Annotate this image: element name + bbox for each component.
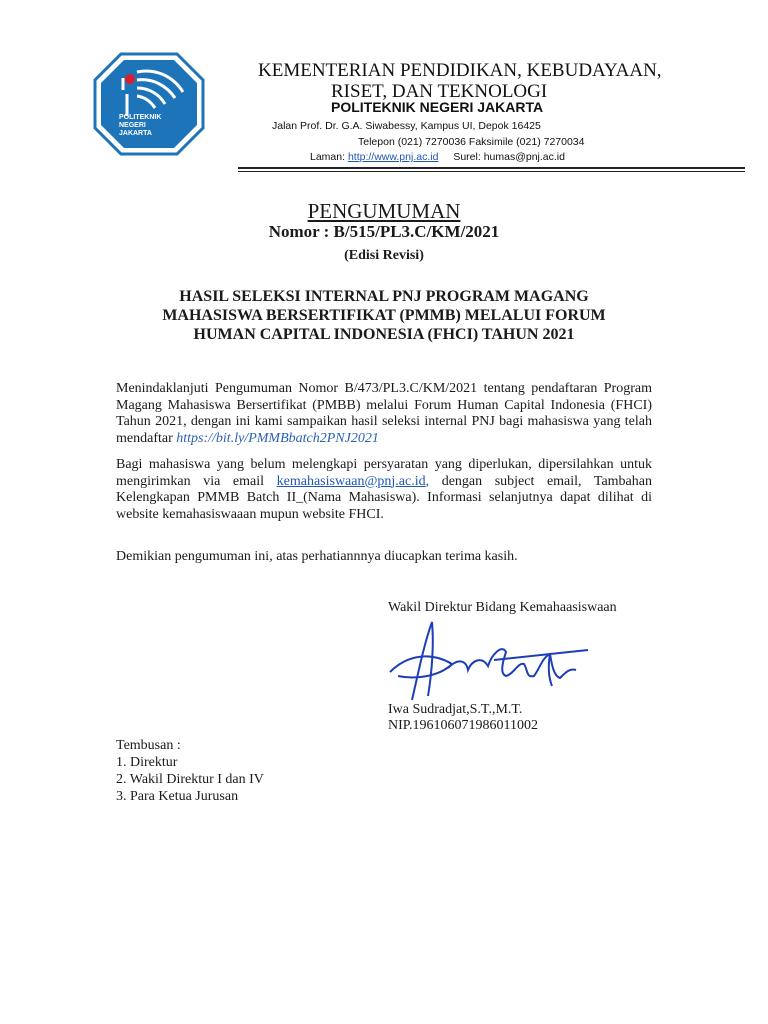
- subject-line1: HASIL SELEKSI INTERNAL PNJ PROGRAM MAGANG: [179, 288, 589, 305]
- logo-text-line3: JAKARTA: [119, 130, 152, 137]
- paragraph-2-text-a: Bagi mahasiswa yang belum melengkapi persyaratan yang diperlukan, dipersilahkan untuk mengirimkan via email: [116, 457, 652, 489]
- paragraph-1-text: Menindaklanjuti Pengumuman Nomor B/473/PL3.C/KM/2021 tentang pendaftaran Program Magang Mahasiswa Bersertifikat (PMBB) melalui Forum Human Capital Indonesia (FHCI) Tahun 2021, dengan ini kami sampaikan hasil seleksi internal PNJ bagi mahasiswa yang telah mendaftar: [116, 381, 652, 446]
- cc-item: 3. Para Ketua Jurusan: [116, 789, 239, 804]
- pnj-logo-emblem-icon: [93, 50, 205, 158]
- paragraph-3: Demikian pengumuman ini, atas perhatiannnya diucapkan terima kasih.: [116, 549, 518, 564]
- cc-item: 1. Direktur: [116, 755, 178, 770]
- subject-line3: HUMAN CAPITAL INDONESIA (FHCI) TAHUN 2021: [193, 326, 575, 343]
- logo-text-line1: POLITEKNIK: [119, 114, 162, 121]
- paragraph-1: [116, 381, 652, 447]
- ministry-line1: KEMENTERIAN PENDIDIKAN, KEBUDAYAAN,: [258, 60, 662, 81]
- signatory-nip: NIP.196106071986011002: [388, 718, 538, 733]
- logo-text-line2: NEGERI: [119, 122, 146, 129]
- paragraph-2-text-b: dengan subject email, Tambahan Kelengkapan PMMB Batch II_(Nama Mahasiswa). Informasi selanjutnya dapat dilihat di website kemahasiswaaan mupun website FHCI.: [116, 473, 652, 522]
- ministry-line2: RISET, DAN TEKNOLOGI: [331, 81, 548, 102]
- cc-item: 2. Wakil Direktur I dan IV: [116, 772, 264, 787]
- email-contact: Surel: humas@pnj.ac.id: [453, 151, 565, 163]
- registration-link[interactable]: https://bit.ly/PMMBbatch2PNJ2021: [176, 430, 379, 446]
- letterhead-divider: [238, 167, 745, 169]
- web-label: Laman:: [310, 151, 346, 163]
- carbon-copy-list: [116, 737, 264, 805]
- institution-contact: [310, 151, 565, 163]
- document-edition: (Edisi Revisi): [344, 248, 424, 263]
- document-title: PENGUMUMAN: [307, 199, 461, 223]
- institution-phone: Telepon (021) 7270036 Faksimile (021) 7270034: [358, 136, 585, 148]
- student-affairs-email-link[interactable]: kemahasiswaan@pnj.ac.id,: [276, 473, 430, 489]
- institution-name: POLITEKNIK NEGERI JAKARTA: [331, 99, 544, 115]
- pnj-logo: [93, 50, 205, 158]
- web-link[interactable]: http://www.pnj.ac.id: [347, 151, 439, 163]
- paragraph-2: [116, 457, 652, 523]
- letterhead-divider-thin: [238, 171, 745, 172]
- document-number: Nomor : B/515/PL3.C/KM/2021: [268, 222, 500, 241]
- institution-address: Jalan Prof. Dr. G.A. Siwabessy, Kampus UI, Depok 16425: [272, 120, 541, 132]
- signatory-position: Wakil Direktur Bidang Kemahaasiswaan: [388, 600, 617, 615]
- handwritten-signature-icon: [382, 614, 597, 706]
- announcement-subject: [100, 287, 668, 344]
- cc-label: Tembusan :: [116, 738, 181, 753]
- signatory-name: Iwa Sudradjat,S.T.,M.T.: [388, 702, 523, 717]
- subject-line2: MAHASISWA BERSERTIFIKAT (PMMB) MELALUI FORUM: [162, 307, 606, 324]
